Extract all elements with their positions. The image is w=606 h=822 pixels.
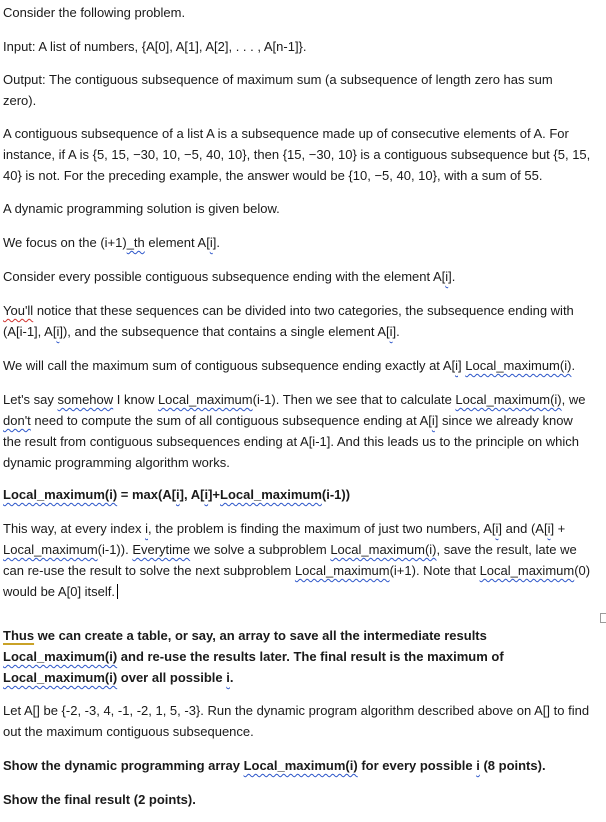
grammar-flag[interactable]: _th (126, 235, 145, 250)
grammar-flag[interactable]: Local_maximum(i) (243, 758, 358, 773)
text: ]), and the subsequence that contains a single element A[ (59, 324, 390, 339)
text: ]. (448, 269, 456, 284)
grammar-flag[interactable]: Local_maximum (479, 563, 575, 578)
text: . (229, 670, 234, 685)
grammar-flag[interactable]: Local_maximum(i) (330, 542, 437, 557)
para-table (3, 625, 599, 688)
text: (i-1)). (97, 542, 133, 557)
para-intro: Consider the following problem. (3, 5, 186, 20)
grammar-flag[interactable]: i (476, 758, 480, 773)
para-focus (3, 232, 220, 253)
grammar-flag[interactable]: Local_maximum(i) (3, 487, 118, 502)
text: need to compute the sum of all contiguous subsequence ending at A[ (30, 413, 432, 428)
para-definition: A contiguous subsequence of a list A is a subsequence made up of consecutive elements of A. For instance, if A is {5, 15, −30, 10, −5, 40, 10}, then {15, −30, 10} is a contiguous subsequence but {5, 15, 40} is not. For the preceding example, the answer would be {10, −5, 40, 10}, with a sum of 55. (3, 126, 591, 183)
para-example-array: Let A[] be {-2, -3, 4, -1, -2, 1, 5, -3}. Run the dynamic program algorithm described above on A[] to find out the maximum contiguous subsequence. (3, 703, 590, 739)
para-principle (3, 389, 591, 473)
grammar-flag[interactable]: i (445, 269, 449, 284)
para-every-index (3, 518, 595, 602)
text: ] since we already know the result from contiguous subsequences ending at A[i-1]. And this leads us to the principle on which dynamic programming algorithm works. (3, 413, 579, 470)
text: (0) would be A[0] itself. (3, 563, 591, 599)
grammar-flag[interactable]: i (226, 670, 230, 685)
text: ]+ (208, 487, 221, 502)
text: This way, at every index (3, 521, 146, 536)
text: for every possible (357, 758, 477, 773)
paragraph-marker-icon[interactable] (600, 613, 606, 623)
text: (8 points). (479, 758, 546, 773)
text: notice that these sequences can be divided into two categories, the subsequence ending with (A[i-1], A[ (3, 303, 574, 339)
text: I know (113, 392, 158, 407)
grammar-flag[interactable]: Local_maximum (220, 487, 322, 502)
text: we can create a table, or say, an array to save all the intermediate results (34, 628, 487, 643)
text: ], A[ (179, 487, 205, 502)
grammar-flag[interactable]: Local_maximum (157, 392, 253, 407)
text: Let's say (3, 392, 58, 407)
grammar-flag[interactable]: i (547, 521, 551, 536)
text: Show the dynamic programming array (3, 758, 244, 773)
grammar-flag[interactable]: i (209, 235, 213, 250)
para-categories (3, 300, 598, 342)
text: over all possible (117, 670, 227, 685)
grammar-flag[interactable]: i (56, 324, 60, 339)
style-flag[interactable]: Thus (3, 628, 35, 643)
grammar-flag[interactable]: i (431, 413, 435, 428)
grammar-flag[interactable]: somehow (57, 392, 114, 407)
para-question-2: Show the final result (2 points). (3, 792, 196, 807)
text: and re-use the results later. The final result is the maximum of (117, 649, 504, 664)
para-local-max-def (3, 355, 575, 376)
para-consider (3, 266, 455, 287)
text: we solve a subproblem (190, 542, 331, 557)
para-output: Output: The contiguous subsequence of maximum sum (a subsequence of length zero has sum zero). (3, 72, 553, 108)
text: ] (458, 358, 466, 373)
para-input: Input: A list of numbers, {A[0], A[1], A[2], . . . , A[n-1]}. (3, 39, 307, 54)
text: , save the result, late we can re-use the result to solve the next subproblem (3, 542, 577, 578)
text: ] and (A[ (498, 521, 548, 536)
para-dp-intro: A dynamic programming solution is given below. (3, 201, 280, 216)
grammar-flag[interactable]: i (176, 487, 180, 502)
text: (i-1)) (321, 487, 351, 502)
text-cursor (117, 584, 118, 599)
text: . (571, 358, 576, 373)
text: ] + (550, 521, 566, 536)
grammar-flag[interactable]: i (495, 521, 499, 536)
text: , we (561, 392, 586, 407)
grammar-flag[interactable]: Local_maximum(i) (465, 358, 572, 373)
text: element A[ (144, 235, 210, 250)
grammar-flag[interactable]: Local_maximum (3, 542, 98, 557)
text: (i+1). Note that (389, 563, 480, 578)
text: ]. (392, 324, 400, 339)
para-question-1 (3, 755, 546, 776)
grammar-flag[interactable]: Local_maximum (294, 563, 390, 578)
text: ]. (212, 235, 220, 250)
grammar-flag[interactable]: Local_maximum(i) (455, 392, 562, 407)
para-recurrence (3, 484, 350, 505)
grammar-flag[interactable]: i (145, 521, 148, 536)
grammar-flag[interactable]: Local_maximum(i) (3, 670, 118, 685)
grammar-flag[interactable]: Local_maximum(i) (3, 649, 118, 664)
grammar-flag[interactable]: i (455, 358, 458, 373)
text: We focus on the (i+1) (3, 235, 127, 250)
spelling-flag[interactable]: You'll (3, 303, 34, 318)
grammar-flag[interactable]: don't (3, 413, 31, 428)
text: , the problem is finding the maximum of just two numbers, A[ (147, 521, 496, 536)
text: = max(A[ (117, 487, 177, 502)
text: (i-1). Then we see that to calculate (252, 392, 456, 407)
grammar-flag[interactable]: Everytime (132, 542, 191, 557)
grammar-flag[interactable]: i (204, 487, 209, 502)
text: We will call the maximum sum of contiguous subsequence ending exactly at A[ (3, 358, 456, 373)
text: Consider every possible contiguous subsequence ending with the element A[ (3, 269, 446, 284)
grammar-flag[interactable]: i (389, 324, 393, 339)
